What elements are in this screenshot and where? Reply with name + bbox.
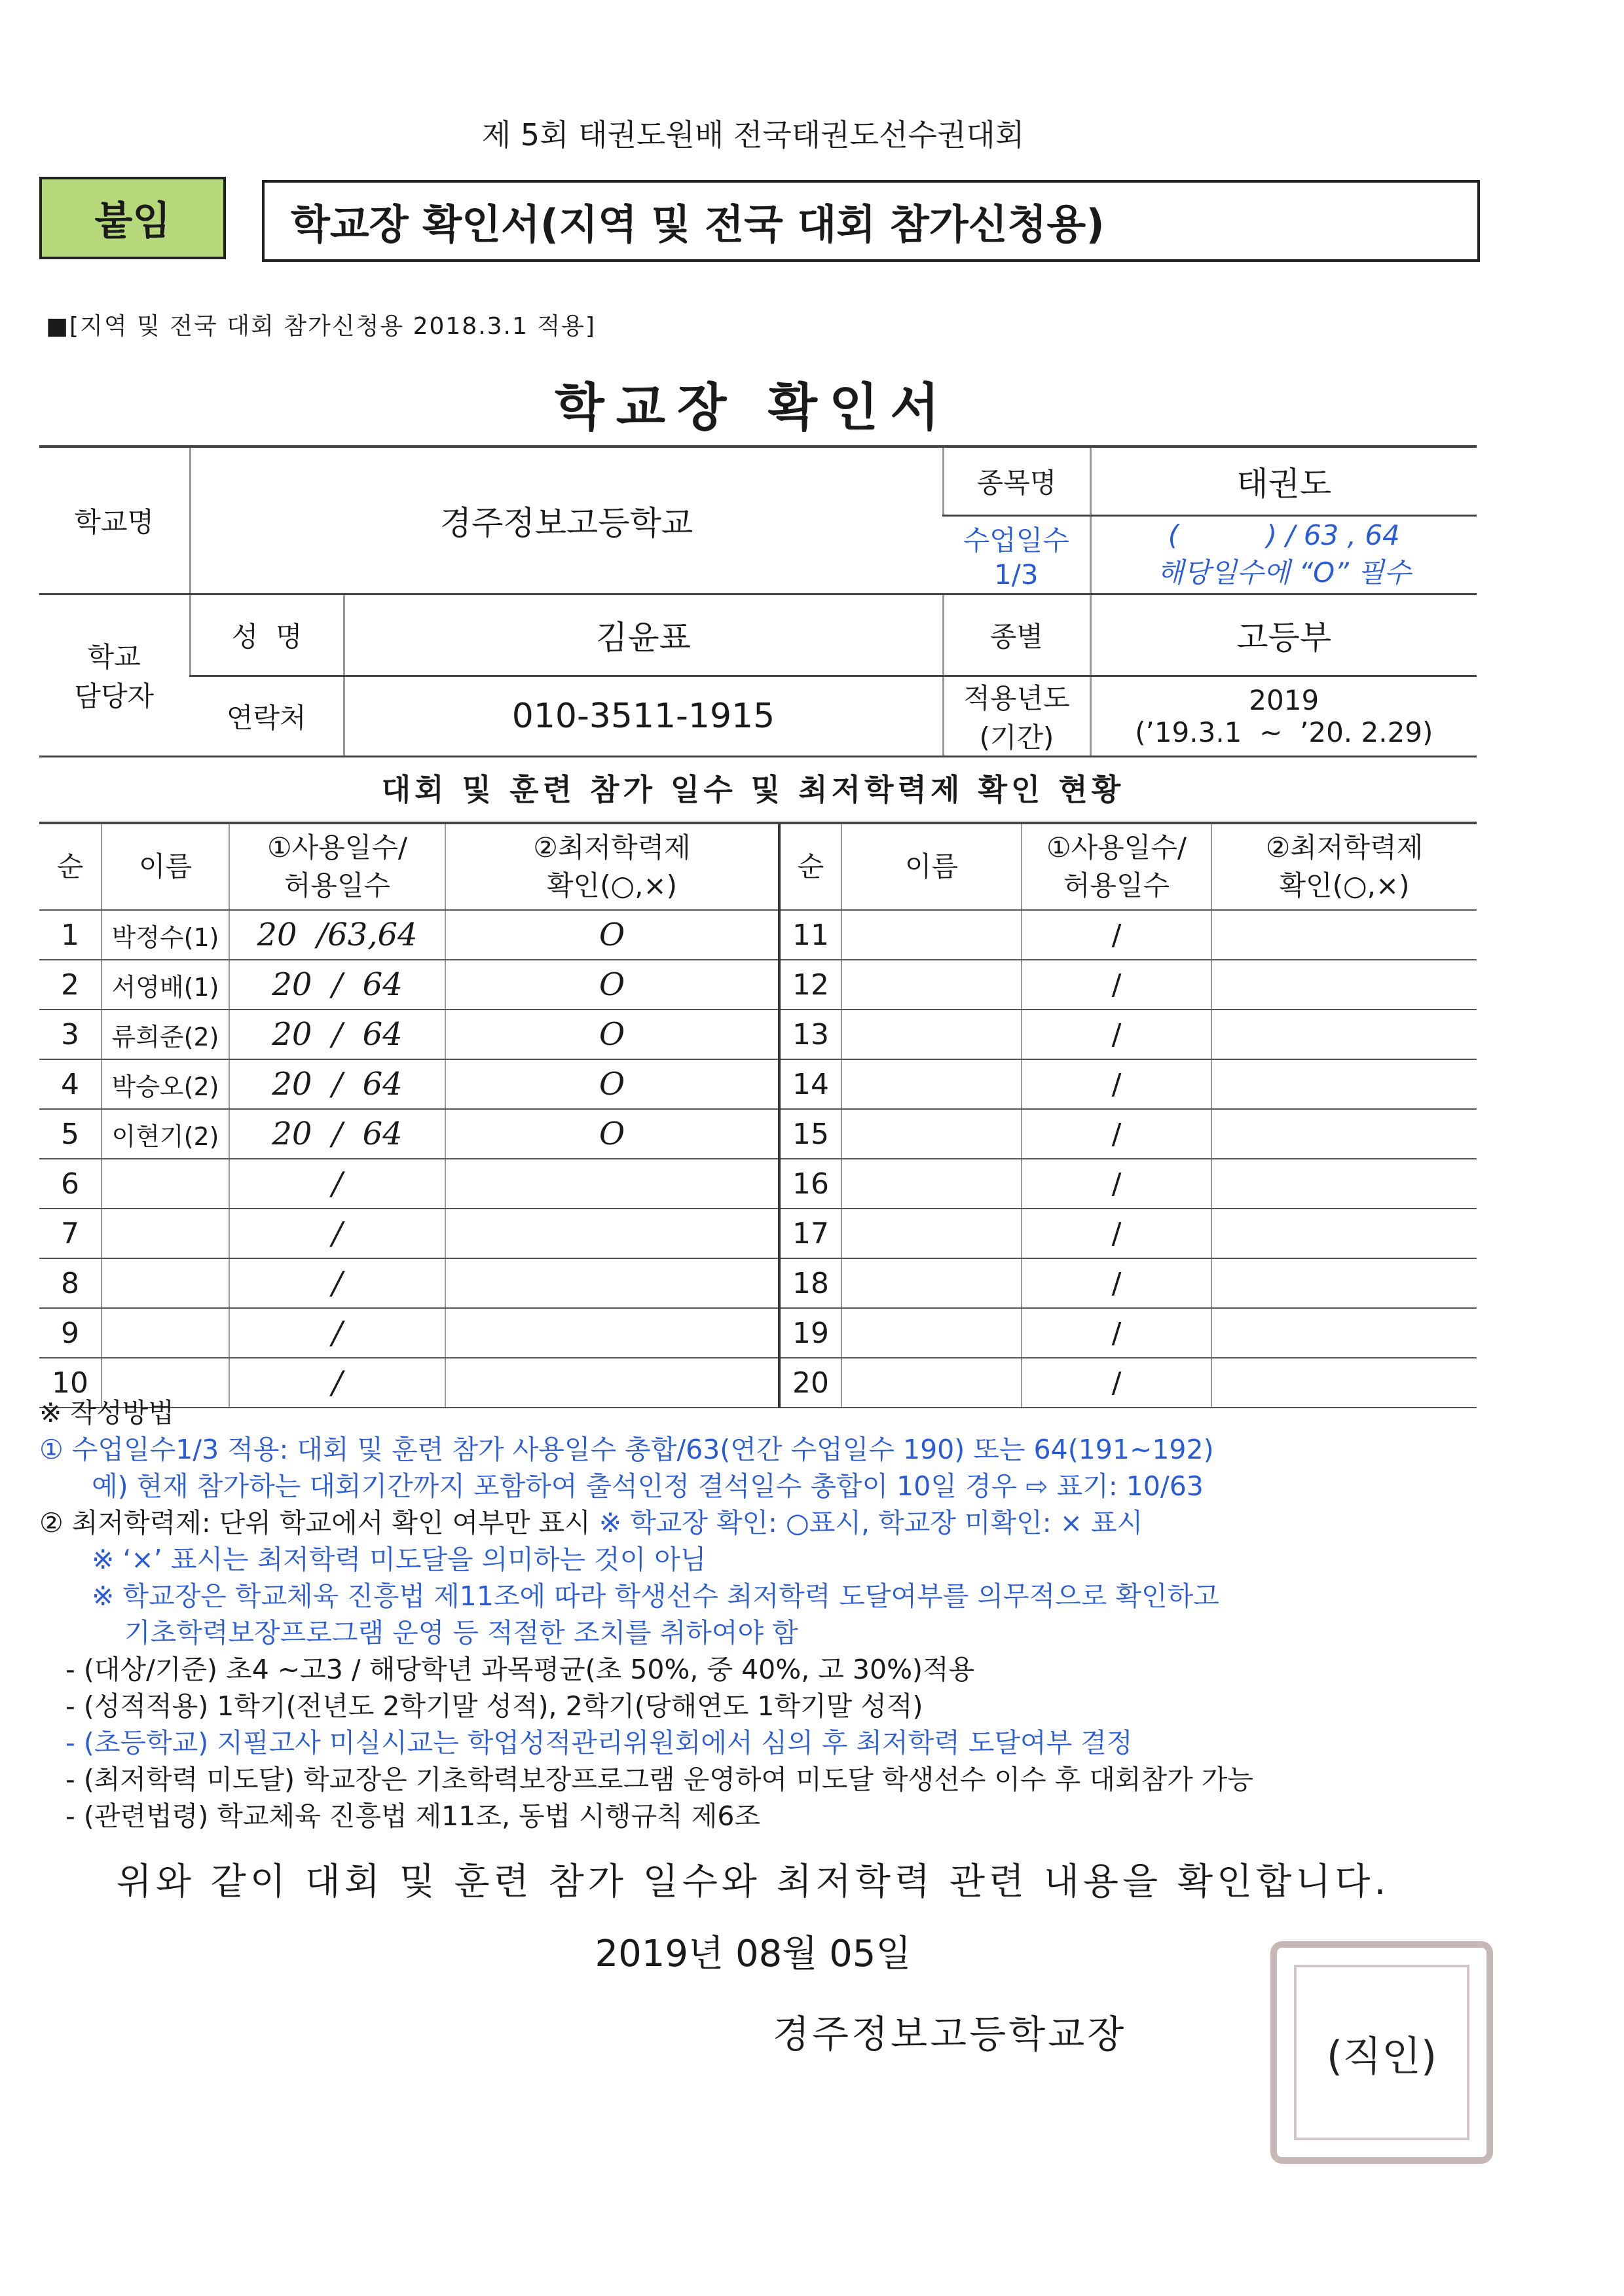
used-days: / [229,1308,445,1358]
student-name: 류희준(2) [101,1010,229,1059]
year-label-line2: (기간) [979,721,1054,754]
manager-name: 김윤표 [344,594,943,676]
attachment-badge: 붙임 [39,177,226,259]
class-days-label [943,515,1090,594]
header-no-right: 순 [779,823,841,910]
used-days: / [1022,1010,1211,1059]
class-days-value [1090,515,1477,594]
method-line-4: ※ ‘×’ 표시는 최저학력 미도달을 의미하는 것이 아님 [92,1544,707,1575]
row-number: 14 [779,1059,841,1109]
seal-inner [1294,1965,1469,2140]
header-name-right: 이름 [841,823,1022,910]
row-number: 5 [39,1109,101,1159]
min-academic-check: O [445,1059,779,1109]
section-title: 대회 및 훈련 참가 일수 및 최저학력제 확인 현황 [381,772,1125,807]
contact-value: 010-3511-1915 [344,676,943,756]
year-value-line2: (’19.3.1 ~ ’20. 2.29) [1135,716,1433,748]
student-name [841,1258,1022,1308]
class-days-value-line1: ( ) / 63 , 64 [1168,519,1400,551]
class-days-value-line2: 해당일수에 “O” 필수 [1157,556,1411,589]
method-line-8: - (성적적용) 1학기(전년도 2학기말 성적), 2학기(당해연도 1학기말 성적) [65,1690,923,1722]
used-days: / [229,1358,445,1408]
roster-row [39,1308,1477,1358]
method-line-3a: ② 최저학력제: 단위 학교에서 확인 여부만 표시 [39,1507,599,1539]
roster-row [39,1010,1477,1059]
used-days: / [1022,1308,1211,1358]
min-academic-check: O [445,910,779,960]
min-academic-check [445,1258,779,1308]
header-days-right-line1: ①사용일수/ [1046,831,1187,864]
student-name [101,1159,229,1209]
header-title-box: 학교장 확인서(지역 및 전국 대회 참가신청용) [262,180,1480,262]
used-days: / [229,1159,445,1209]
school-name: 경주정보고등학교 [190,446,943,594]
header-days-right-line2: 허용일수 [1063,869,1170,902]
min-academic-check [1211,1209,1477,1258]
row-number: 9 [39,1308,101,1358]
method-line-10: - (최저학력 미도달) 학교장은 기초학력보장프로그램 운영하여 미도달 학생선수 이수 후 대회참가 가능 [65,1764,1253,1795]
student-name [101,1209,229,1258]
header-name: 이름 [101,823,229,910]
method-line-5: ※ 학교장은 학교체육 진흥법 제11조에 따라 학생선수 최저학력 도달여부를 의무적으로 확인하고 [92,1580,1219,1612]
class-days-label-line2: 1/3 [993,558,1039,591]
roster-row [39,1109,1477,1159]
used-days: 20 / 64 [229,960,445,1010]
row-number: 2 [39,960,101,1010]
header-check-line2: 확인(○,×) [546,869,678,902]
header-days-line2: 허용일수 [284,869,391,902]
used-days: / [1022,1159,1211,1209]
min-academic-check: O [445,1010,779,1059]
manager-label-line1: 학교 [87,641,141,673]
student-name [841,1159,1022,1209]
method-line-3 [39,1504,1480,1541]
method-line-6: 기초학력보장프로그램 운영 등 적절한 조치를 취하여야 함 [124,1617,798,1649]
used-days: / [229,1258,445,1308]
division-value: 고등부 [1090,594,1477,676]
min-academic-check [445,1159,779,1209]
event-title: 제 5회 태권도원배 전국태권도선수권대회 [481,117,1025,153]
roster-row [39,1059,1477,1109]
student-name: 박정수(1) [101,910,229,960]
confirmation-text: 위와 같이 대회 및 훈련 참가 일수와 최저학력 관련 내용을 확인합니다. [116,1861,1390,1903]
name-label: 성 명 [190,594,344,676]
roster-row [39,910,1477,960]
student-name [841,1109,1022,1159]
principal-name: 경주정보고등학교장 [773,2012,1127,2056]
row-number: 11 [779,910,841,960]
student-name: 서영배(1) [101,960,229,1010]
method-line-1: ① 수업일수1/3 적용: 대회 및 훈련 참가 사용일수 총합/63(연간 수업일수 190) 또는 64(191~192) [39,1434,1214,1465]
row-number: 13 [779,1010,841,1059]
used-days: / [1022,960,1211,1010]
year-label-line1: 적용년도 [963,682,1070,714]
header-check-line1: ②최저학력제 [533,831,691,864]
method-line-11: - (관련법령) 학교체육 진흥법 제11조, 동법 시행규칙 제6조 [65,1800,761,1832]
header-days [229,823,445,910]
method-heading: ※ 작성방법 [39,1397,174,1429]
used-days: / [1022,1059,1211,1109]
roster-row [39,1209,1477,1258]
min-academic-check [445,1308,779,1358]
writing-method [39,1394,1480,1834]
min-academic-check [1211,1308,1477,1358]
used-days: 20 /63,64 [229,910,445,960]
school-name-label: 학교명 [39,446,190,594]
used-days: 20 / 64 [229,1109,445,1159]
header-check-right-line2: 확인(○,×) [1279,869,1410,902]
student-name [101,1258,229,1308]
header-check [445,823,779,910]
info-table [39,445,1477,757]
roster-row [39,960,1477,1010]
document-title: 학교장 확인서 [555,378,951,437]
student-name [841,910,1022,960]
min-academic-check [1211,910,1477,960]
year-value-line1: 2019 [1249,683,1320,716]
method-line-9: - (초등학교) 지필고사 미실시교는 학업성적관리위원회에서 심의 후 최저학력 도달여부 결정 [65,1727,1133,1758]
roster-row [39,1159,1477,1209]
method-line-2: 예) 현재 참가하는 대회기간까지 포함하여 출석인정 결석일수 총합이 10일 경우 ⇨ 표기: 10/63 [92,1470,1204,1502]
apply-note: ■[지역 및 전국 대회 참가신청용 2018.3.1 적용] [46,313,596,340]
used-days: / [1022,1109,1211,1159]
manager-label-line2: 담당자 [74,680,155,712]
used-days: / [1022,910,1211,960]
used-days: / [229,1209,445,1258]
contact-label: 연락처 [190,676,344,756]
header-no: 순 [39,823,101,910]
row-number: 20 [779,1358,841,1408]
official-seal [1270,1941,1493,2164]
class-days-label-line1: 수업일수 [963,524,1069,556]
used-days: / [1022,1358,1211,1408]
row-number: 1 [39,910,101,960]
row-number: 16 [779,1159,841,1209]
header-check-right [1211,823,1477,910]
used-days: 20 / 64 [229,1010,445,1059]
used-days: 20 / 64 [229,1059,445,1109]
manager-label [39,594,190,756]
min-academic-check [1211,1258,1477,1308]
roster-table [39,822,1477,1408]
issue-date: 2019년 08월 05일 [595,1933,912,1975]
min-academic-check [1211,1010,1477,1059]
year-value [1090,676,1477,756]
sport-value: 태권도 [1090,446,1477,515]
row-number: 19 [779,1308,841,1358]
student-name [841,1010,1022,1059]
student-name [841,960,1022,1010]
min-academic-check [1211,960,1477,1010]
min-academic-check [1211,1159,1477,1209]
method-line-7: - (대상/기준) 초4 ~고3 / 해당학년 과목평균(초 50%, 중 40%, 고 30%)적용 [65,1654,975,1685]
min-academic-check [1211,1059,1477,1109]
row-number: 12 [779,960,841,1010]
roster-row [39,1258,1477,1308]
student-name [841,1308,1022,1358]
header-days-line1: ①사용일수/ [267,831,408,864]
min-academic-check: O [445,960,779,1010]
method-line-3b: ※ 학교장 확인: ○표시, 학교장 미확인: × 표시 [599,1507,1143,1539]
row-number: 4 [39,1059,101,1109]
year-label [943,676,1090,756]
header-check-right-line1: ②최저학력제 [1265,831,1424,864]
used-days: / [1022,1258,1211,1308]
row-number: 15 [779,1109,841,1159]
student-name [101,1308,229,1358]
row-number: 3 [39,1010,101,1059]
seal-text: (직인) [1326,2032,1437,2080]
min-academic-check [1211,1109,1477,1159]
min-academic-check [445,1209,779,1258]
row-number: 7 [39,1209,101,1258]
student-name: 박승오(2) [101,1059,229,1109]
sport-label: 종목명 [943,446,1090,515]
student-name [841,1059,1022,1109]
row-number: 17 [779,1209,841,1258]
division-label: 종별 [943,594,1090,676]
header-days-right [1022,823,1211,910]
row-number: 18 [779,1258,841,1308]
student-name [841,1209,1022,1258]
row-number: 8 [39,1258,101,1308]
min-academic-check: O [445,1109,779,1159]
used-days: / [1022,1209,1211,1258]
row-number: 6 [39,1159,101,1209]
student-name: 이현기(2) [101,1109,229,1159]
row-number: 10 [39,1358,101,1408]
